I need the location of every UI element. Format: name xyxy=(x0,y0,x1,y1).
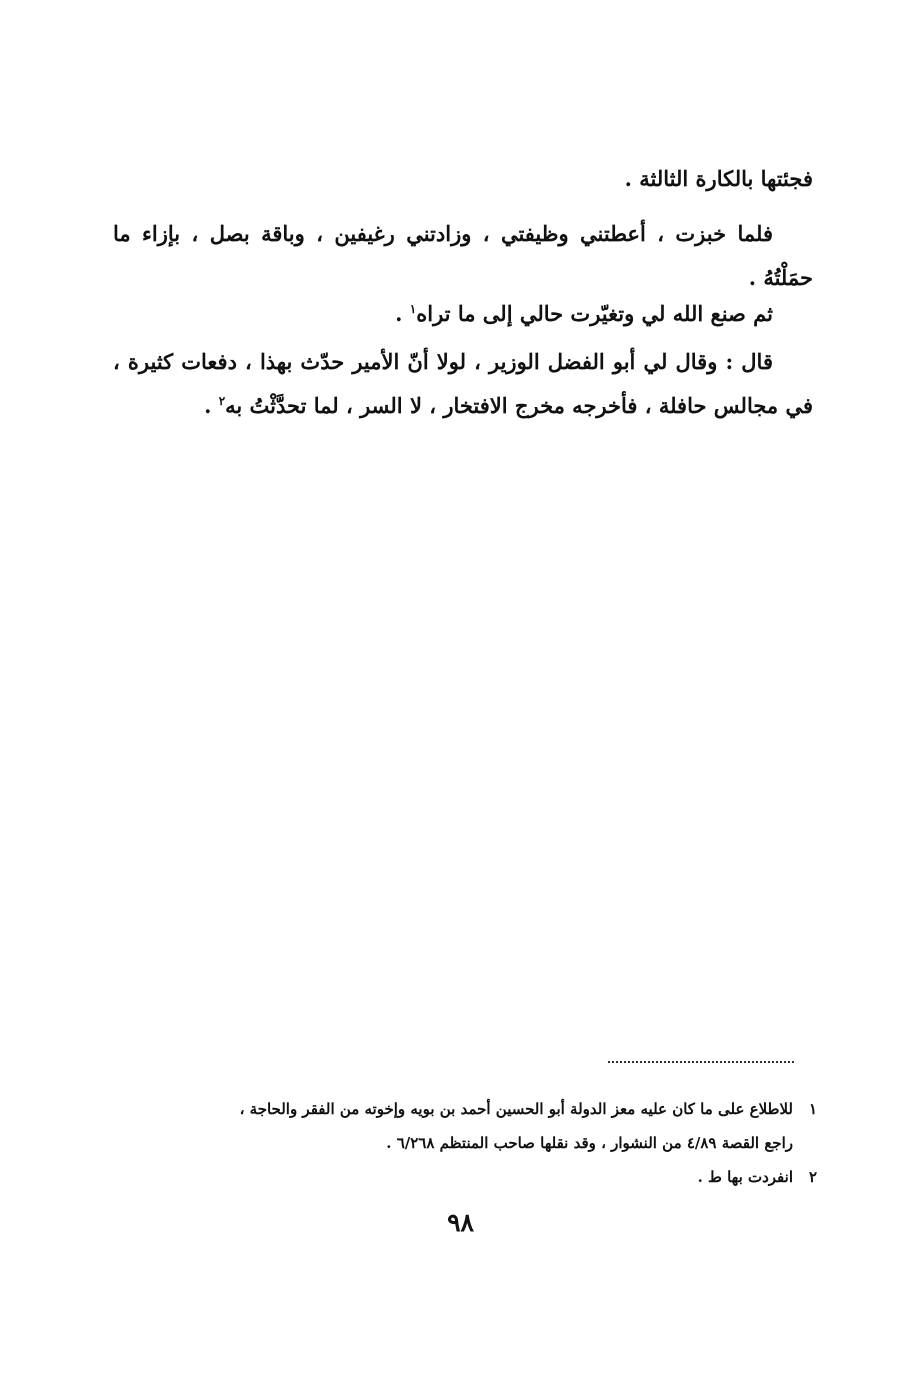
paragraph-2 xyxy=(113,212,813,300)
paragraph-2-text: فلما خبزت ، أعطتني وظيفتي ، وزادتني رغيفين ، وباقة بصل ، بإزاء ما حمَلْتُهُ . xyxy=(113,221,813,290)
paragraph-4-end: . xyxy=(204,393,219,418)
paragraph-3 xyxy=(113,292,813,336)
footnote-1-continuation xyxy=(127,1126,817,1160)
footnote-2-line-1: انفردت بها ط . xyxy=(697,1168,793,1186)
footnote-1-number: ١ xyxy=(808,1100,817,1118)
footnote-1 xyxy=(127,1092,817,1126)
paragraph-3-end: . xyxy=(395,301,410,326)
footnote-2 xyxy=(127,1160,817,1194)
page-number: ٩٨ xyxy=(447,1208,474,1237)
paragraph-3-text: ثم صنع الله لي وتغيّرت حالي إلى ما تراه xyxy=(416,301,773,326)
paragraph-1-text: فجئتها بالكارة الثالثة . xyxy=(624,166,813,191)
paragraph-4 xyxy=(113,340,813,428)
paragraph-1 xyxy=(113,157,813,201)
paragraph-4-text: قال : وقال لي أبو الفضل الوزير ، لولا أنّ الأمير حدّث بهذا ، دفعات كثيرة ، في مجالس حافلة ، فأخرجه مخرج الافتخار ، لا السر ، لما تحدَّثْتُ به xyxy=(113,349,813,418)
footnote-1-line-1: للاطلاع على ما كان عليه معز الدولة أبو الحسين أحمد بن بويه وإخوته من الفقر والحاجة ، xyxy=(239,1100,793,1118)
footnote-1-line-2: راجع القصة ٤/٨٩ من النشوار ، وقد نقلها صاحب المنتظم ٦/٢٦٨ . xyxy=(386,1134,793,1152)
footnote-ref-1: ١ xyxy=(409,302,417,316)
footnote-separator xyxy=(608,1061,794,1063)
footnote-2-number: ٢ xyxy=(808,1168,817,1186)
footnote-ref-2: ٢ xyxy=(218,394,226,408)
footnotes xyxy=(127,1092,817,1194)
